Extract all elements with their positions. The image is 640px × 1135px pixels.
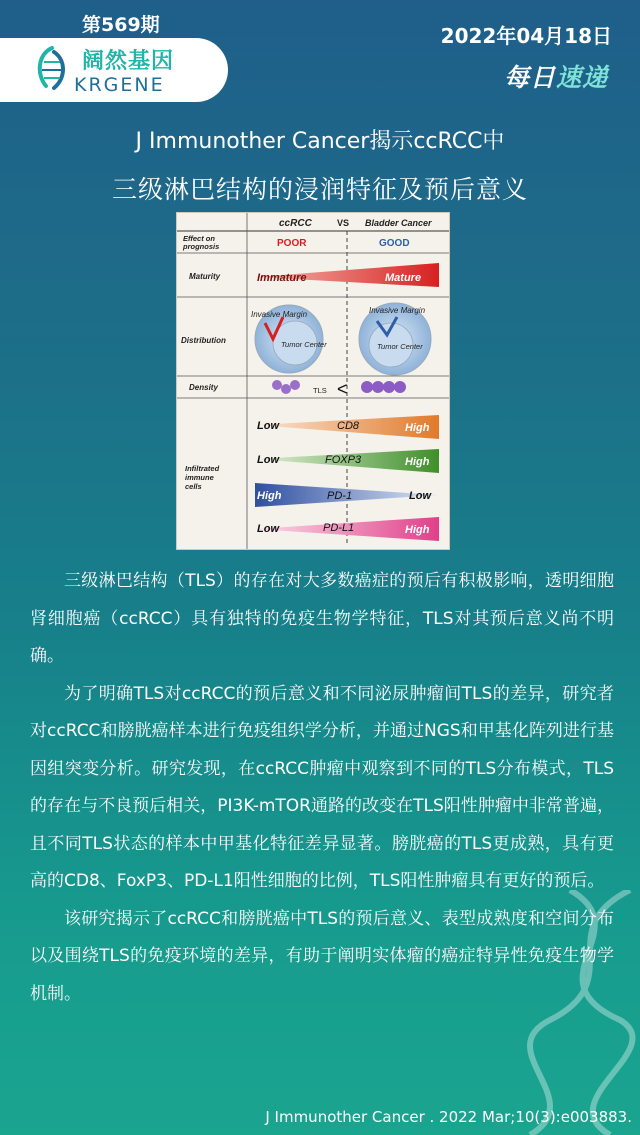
figure-col-ccrcc: ccRCC bbox=[279, 218, 312, 229]
dist-left-margin: Invasive Margin bbox=[251, 310, 308, 319]
row-label-distribution: Distribution bbox=[181, 336, 226, 345]
comparison-figure bbox=[176, 212, 450, 550]
dist-left-center: Tumor Center bbox=[281, 340, 327, 349]
dist-right-margin: Invasive Margin bbox=[369, 306, 426, 315]
article-body bbox=[30, 563, 614, 1013]
pd1-name: PD-1 bbox=[327, 490, 353, 502]
paragraph-2: 为了明确TLS对ccRCC的预后意义和不同泌尿肿瘤间TLS的差异，研究者对ccRCC和膀胱癌样本进行免疫组织学分析，并通过NGS和甲基化阵列进行基因组突变分析。研究发现，在ccRCC肿瘤中观察到不同的TLS分布模式，TLS的存在与不良预后相关，PI3K-mTOR通路的改变在TLS阳性肿瘤中非常普遍，且不同TLS状态的样本中甲基化特征差异显著。膀胱癌的TLS更成熟，具有更高的CD8、FoxP3、PD-L1阳性细胞的比例，TLS阳性肿瘤具有更好的预后。 bbox=[30, 683, 614, 891]
article-title-line1: J Immunother Cancer揭示ccRCC中 bbox=[135, 129, 505, 154]
prognosis-poor: POOR bbox=[277, 238, 307, 249]
article-title-line2: 三级淋巴结构的浸润特征及预后意义 bbox=[111, 175, 528, 204]
cd8-high: High bbox=[405, 422, 430, 434]
maturity-mature: Mature bbox=[385, 272, 422, 284]
column-name-a: 每日 bbox=[503, 63, 556, 92]
issue-number: 第569期 bbox=[82, 14, 160, 36]
column-name bbox=[504, 58, 608, 94]
cd8-low: Low bbox=[257, 420, 279, 432]
paragraph-3: 该研究揭示了ccRCC和膀胱癌中TLS的预后意义、表型成熟度和空间分布以及围绕TLS的免疫环境的差异，有助于阐明实体瘤的癌症特异性免疫生物学机制。 bbox=[30, 908, 614, 1004]
dna-logo-icon bbox=[32, 44, 72, 92]
cd8-name: CD8 bbox=[337, 420, 360, 432]
foxp3-name: FOXP3 bbox=[325, 454, 362, 466]
pdl1-name: PD-L1 bbox=[323, 522, 355, 534]
prognosis-good: GOOD bbox=[379, 238, 410, 249]
logo-english-name: KRGENE bbox=[74, 74, 165, 96]
publish-date: 2022年04月18日 bbox=[440, 24, 612, 48]
maturity-immature: Immature bbox=[257, 272, 307, 284]
foxp3-low: Low bbox=[257, 454, 279, 466]
row-label-infiltrated: Infiltrated immune cells bbox=[185, 464, 220, 491]
paragraph-1: 三级淋巴结构（TLS）的存在对大多数癌症的预后有积极影响，透明细胞肾细胞癌（ccRCC）具有独特的免疫生物学特征，TLS对其预后意义尚不明确。 bbox=[30, 571, 614, 666]
density-tls-label: TLS bbox=[313, 386, 327, 395]
citation: J Immunother Cancer . 2022 Mar;10(3):e003883. bbox=[265, 1108, 632, 1126]
density-less-than: < bbox=[337, 379, 348, 399]
logo-chinese-name: 阔然基因 bbox=[82, 49, 175, 74]
pd1-low: Low bbox=[409, 490, 431, 502]
pdl1-high: High bbox=[405, 524, 430, 536]
figure-col-bladder: Bladder Cancer bbox=[365, 218, 432, 228]
row-label-effect: Effect on prognosis bbox=[183, 234, 220, 251]
pd1-high: High bbox=[257, 490, 282, 502]
row-label-density: Density bbox=[189, 383, 218, 392]
dist-right-center: Tumor Center bbox=[377, 342, 423, 351]
row-label-maturity: Maturity bbox=[189, 272, 221, 281]
pdl1-low: Low bbox=[257, 523, 279, 535]
foxp3-high: High bbox=[405, 456, 430, 468]
column-name-b: 速递 bbox=[555, 63, 608, 92]
figure-vs-label: VS bbox=[337, 218, 350, 228]
